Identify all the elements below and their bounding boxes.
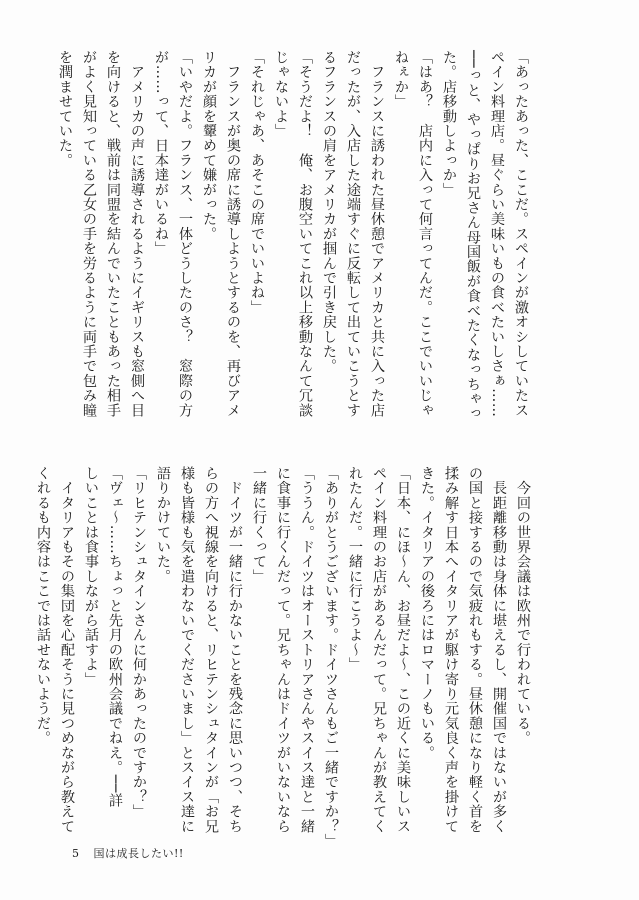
text-line: を潤ませていた。 [57,50,73,168]
text-line: リカが顔を顰めて嫌がった。 [201,50,217,242]
text-line: 「ヴェ～……ちょっと先月の欧州会議でねえ。──詳 [107,466,123,808]
text-line: 「ありがとうございます。ドイツさんもご一緒ですか？」 [323,466,339,849]
text-line: くれるも内容はここでは話せないようだ。 [35,466,51,746]
text-line: 「あったあった、ここだ。スペインが激オシしていたス [513,50,529,418]
text-line: ペイン料理店。昼ぐらい美味いもの食べたいしさぁ…… [489,50,505,418]
text-line: じゃないよ」 [273,50,289,139]
text-line: 「はあ？ 店内に入って何言ってんだ。ここでいいじゃ [417,50,433,418]
text-line: 「リヒテンシュタインさんに何かあったのですか？」 [131,466,147,819]
text-line: ──っと、やっぱりお兄さん母国飯が食べたくなっちゃっ [465,50,481,421]
text-line: を向けると、戦前は同盟を結んでいたこともあった相手 [105,50,121,418]
text-line: 「いやだよ。フランス、一体どうしたのさ？ 窓際の方 [177,50,193,418]
text-line: が……って、日本達がいるね」 [153,50,169,256]
page-number: 5 [72,847,80,860]
text-line: 長距離移動は身体に堪えるし、開催国ではないが多く [491,466,507,834]
text-line: 「そうだよ！ 俺、お腹空いてこれ以上移動なんて冗談 [297,50,313,418]
text-line: 様も皆様も気を遣わないでくださいまし」とスイス達に [179,466,195,834]
text-line: ねぇか」 [393,50,409,109]
text-line: だったが、入店した途端すぐに反転して出ていこうとす [345,50,361,418]
text-block-lower [35,466,535,849]
text-line: フランスが奥の席に誘導しようとするのを、再びアメ [225,50,241,418]
text-line: 「それじゃあ、あそこの席でいいよね」 [249,50,265,315]
text-line: イタリアもその集団を心配そうに見つめながら教えて [59,466,75,834]
text-line: の国と接するので気疲れもする。昼休憩になり軽く首を [467,466,483,834]
text-line: がよく見知っている乙女の手を労るように両手で包み瞳 [81,50,97,418]
text-line: きた。イタリアの後ろにはロマーノもいる。 [419,466,435,760]
text-line: アメリカの声に誘導されるようにイギリスも窓側へ目 [129,50,145,418]
text-line: 「ううん。ドイツはオーストリアさんやスイス達と一緒 [299,466,315,834]
text-line: れたんだ。一緒に行こうよ～」 [347,466,363,672]
text-line: らの方へ視線を向けると、リヒテンシュタインが「お兄 [203,466,219,834]
text-line: 語りかけていた。 [155,466,171,584]
text-line: フランスに誘われた昼休憩でアメリカと共に入った店 [369,50,385,418]
text-line: しいことは食事しながら話すよ」 [83,466,99,687]
text-line: ペイン料理のお店があるんだって。兄ちゃんが教えてく [371,466,387,834]
book-title: 国は成長したい!! [93,847,184,860]
text-line: 一緒に行くって」 [251,466,267,584]
text-line: 今回の世界会議は欧州で行われている。 [515,466,531,746]
text-line: 「日本、にほ～ん、お昼だよ～、この近くに美味しいス [395,466,411,834]
text-line: るフランスの肩をアメリカが掴んで引き戻した。 [321,50,337,374]
text-line: に食事に行くんだって。兄ちゃんはドイツがいないなら [275,466,291,834]
text-line: 揉み解す日本へイタリアが駆け寄り元気良く声を掛けて [443,466,459,834]
page-footer [72,845,184,861]
text-line: ドイツが一緒に行かないことを残念に思いつつ、そち [227,466,243,834]
text-block-upper [57,50,533,421]
text-line: た。店移動しよっか」 [441,50,457,197]
